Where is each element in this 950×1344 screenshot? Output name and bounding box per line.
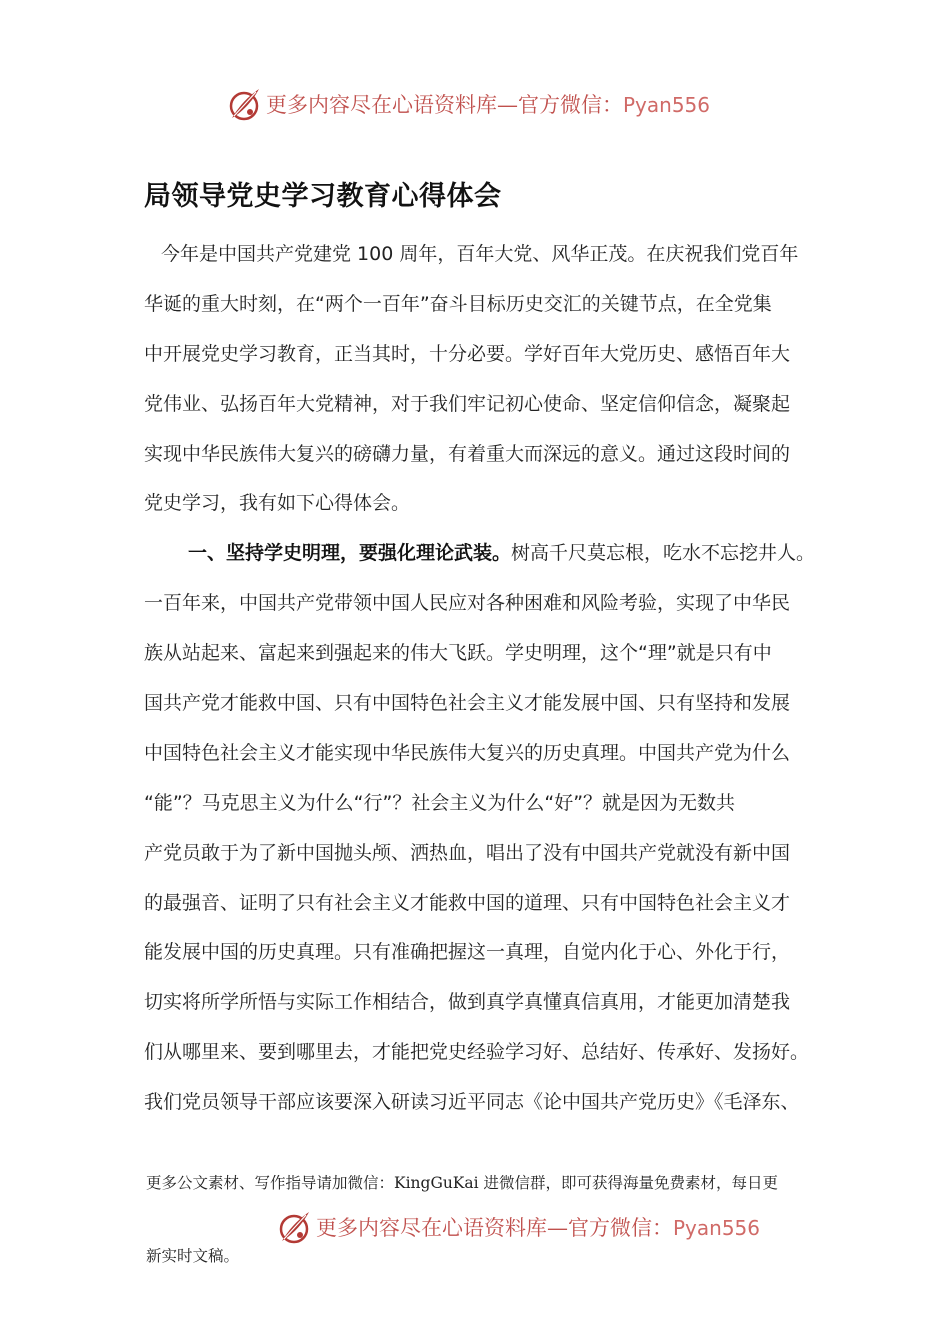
paragraph-line: 一百年来，中国共产党带领中国人民应对各种困难和风险考验，实现了中华民	[144, 592, 791, 615]
paragraph-line: 们从哪里来、要到哪里去，才能把党史经验学习好、总结好、传承好、发扬好。	[144, 1041, 810, 1064]
paragraph-line: 华诞的重大时刻，在“两个一百年”奋斗目标历史交汇的关键节点，在全党集	[144, 292, 772, 315]
banner-slogan: 更多内容尽在心语资料库—官方微信：	[316, 1216, 673, 1240]
section-heading-line	[144, 529, 816, 579]
paragraph-line: 实现中华民族伟大复兴的磅礴力量，有着重大而深远的意义。通过这段时间的	[144, 442, 791, 465]
paragraph-line: 切实将所学所悟与实际工作相结合，做到真学真懂真信真用，才能更加清楚我	[144, 991, 791, 1014]
banner-text	[266, 89, 710, 119]
paragraph-line: 中国特色社会主义才能实现中华民族伟大复兴的历史真理。中国共产党为什么	[144, 741, 791, 764]
banner-wechat-id: Pyan556	[673, 1216, 761, 1240]
section-heading: 一、坚持学史明理，要强化理论武装。	[188, 542, 512, 565]
paragraph-line: 党伟业、弘扬百年大党精神，对于我们牢记初心使命、坚定信仰信念，凝聚起	[144, 392, 791, 415]
quill-pen-logo-icon	[226, 86, 262, 122]
document-title: 局领导党史学习教育心得体会	[144, 181, 502, 212]
banner-text	[316, 1212, 760, 1242]
header-banner	[226, 84, 710, 124]
footer-promo-line-end: 新实时文稿。	[146, 1247, 240, 1265]
footer-promo-line: 更多公文素材、写作指导请加微信：KingGuKai 进微信群，即可获得海量免费素材，每日更	[146, 1174, 779, 1192]
paragraph-line: 今年是中国共产党建党 100 周年，百年大党、风华正茂。在庆祝我们党百年	[161, 243, 799, 265]
paragraph-line: 能发展中国的历史真理。只有准确把握这一真理，自觉内化于心、外化于行，	[144, 941, 791, 964]
footer-banner	[276, 1207, 760, 1247]
paragraph-line: 的最强音、证明了只有社会主义才能救中国的道理、只有中国特色社会主义才	[144, 891, 791, 914]
document-body	[144, 230, 816, 1128]
banner-wechat-id: Pyan556	[623, 93, 711, 117]
paragraph-line: 国共产党才能救中国、只有中国特色社会主义才能发展中国、只有坚持和发展	[144, 692, 791, 715]
paragraph-line: 我们党员领导干部应该要深入研读习近平同志《论中国共产党历史》《毛泽东、	[144, 1091, 800, 1114]
paragraph-line: 产党员敢于为了新中国抛头颅、洒热血，唱出了没有中国共产党就没有新中国	[144, 841, 791, 864]
paragraph-line: 中开展党史学习教育，正当其时，十分必要。学好百年大党历史、感悟百年大	[144, 342, 791, 365]
paragraph-line: 党史学习，我有如下心得体会。	[144, 492, 411, 515]
paragraph-line: 族从站起来、富起来到强起来的伟大飞跃。学史明理，这个“理”就是只有中	[144, 642, 772, 665]
section-first-line-text: 树高千尺莫忘根，吃水不忘挖井人。	[511, 542, 816, 565]
paragraph-line: “能”？马克思主义为什么“行”？社会主义为什么“好”？就是因为无数共	[144, 791, 736, 814]
banner-slogan: 更多内容尽在心语资料库—官方微信：	[266, 93, 623, 117]
quill-pen-logo-icon	[276, 1209, 312, 1245]
